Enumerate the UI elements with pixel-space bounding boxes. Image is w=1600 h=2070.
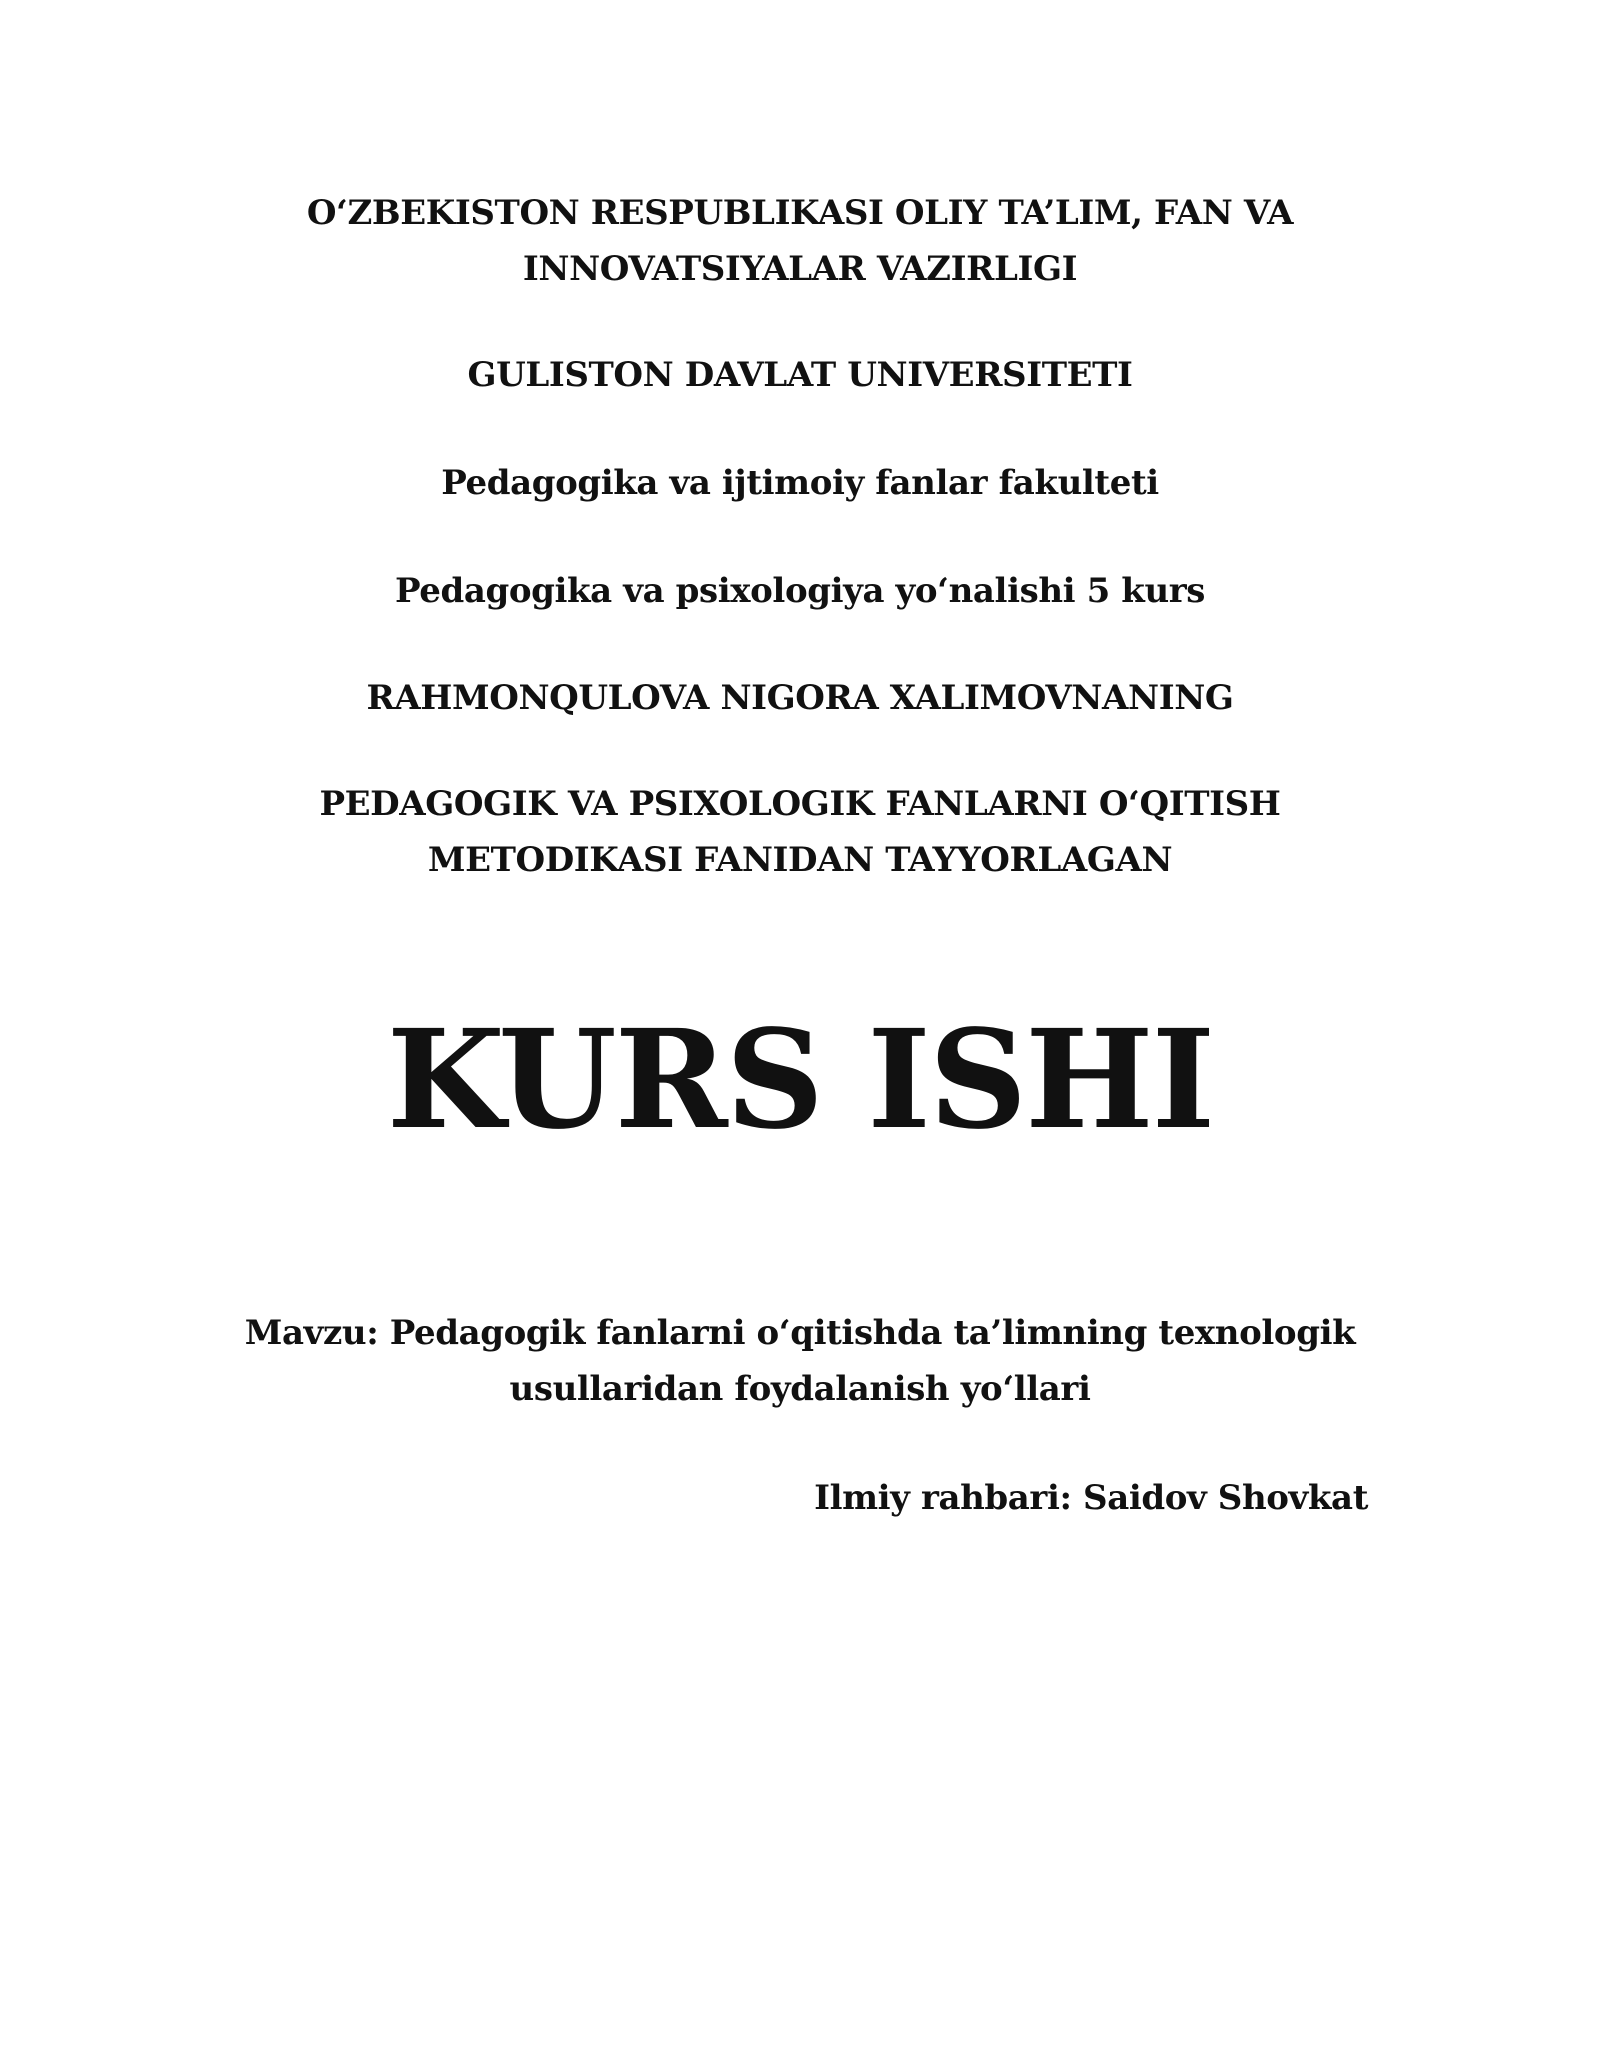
student-name: RAHMONQULOVA NIGORA XALIMOVNANING bbox=[366, 678, 1234, 718]
ministry-heading-line-1: O‘ZBEKISTON RESPUBLIKASI OLIY TA’LIM, FAN VA bbox=[306, 193, 1294, 233]
subject-heading-line-2: METODIKASI FANIDAN TAYYORLAGAN bbox=[427, 840, 1173, 880]
subject-heading bbox=[0, 776, 1600, 888]
topic-line-1: Mavzu: Pedagogik fanlarni o‘qitishda ta’limning texnologik bbox=[244, 1313, 1356, 1353]
ministry-heading-line-2: INNOVATSIYALAR VAZIRLIGI bbox=[522, 249, 1078, 289]
supervisor: Ilmiy rahbari: Saidov Shovkat bbox=[814, 1478, 1368, 1518]
document-title: KURS ISHI bbox=[386, 1000, 1214, 1160]
university-name: GULISTON DAVLAT UNIVERSITETI bbox=[467, 355, 1133, 395]
faculty-name: Pedagogika va ijtimoiy fanlar fakulteti bbox=[441, 463, 1159, 503]
topic-line-2: usullaridan foydalanish yo‘llari bbox=[509, 1369, 1091, 1409]
topic bbox=[0, 1305, 1600, 1417]
subject-heading-line-1: PEDAGOGIK VA PSIXOLOGIK FANLARNI O‘QITISH bbox=[319, 784, 1281, 824]
study-direction: Pedagogika va psixologiya yo‘nalishi 5 kurs bbox=[394, 571, 1206, 611]
ministry-heading bbox=[0, 185, 1600, 297]
